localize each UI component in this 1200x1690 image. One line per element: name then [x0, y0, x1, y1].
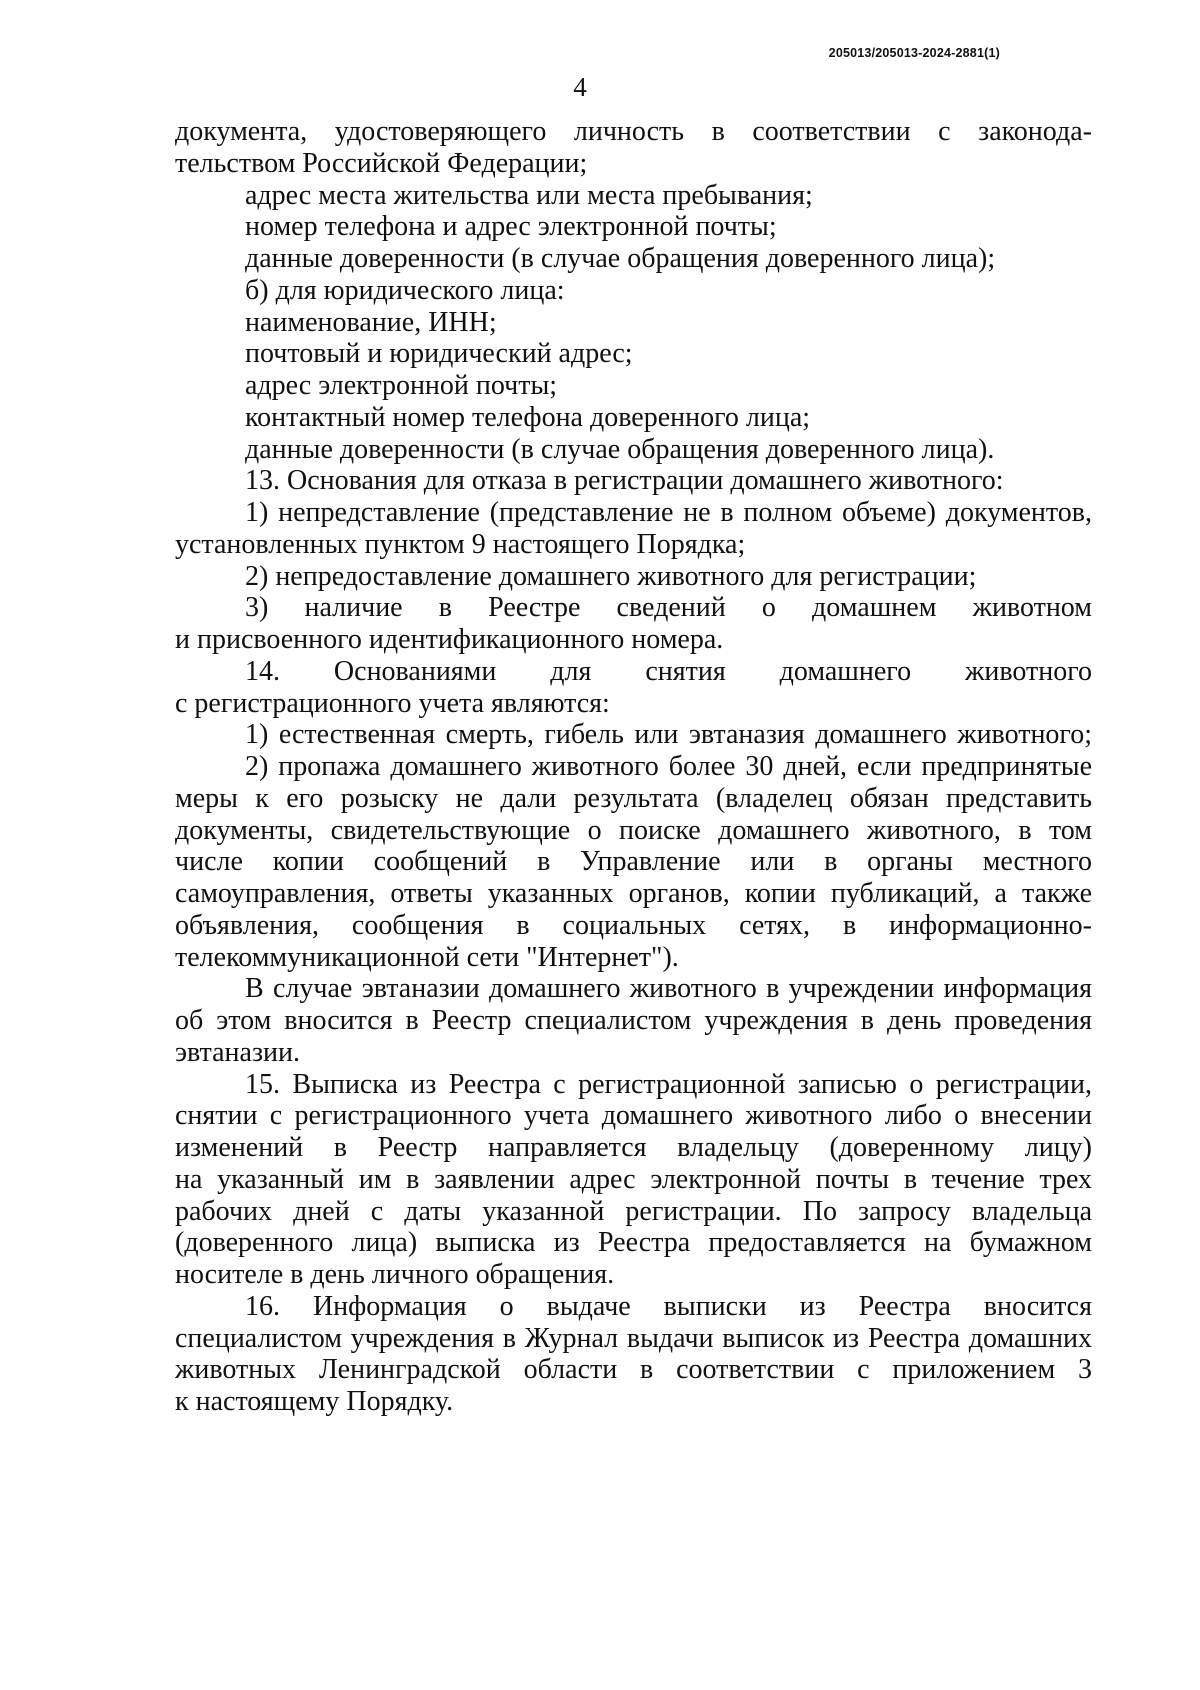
text-line: установленных пунктом 9 настоящего Порядка;	[175, 528, 746, 560]
text-line: и присвоенного идентификационного номера.	[175, 624, 724, 655]
text-line: рабочих дней с даты указанной регистрации. По запросу владельца	[175, 1195, 1092, 1227]
text-line: 2) пропажа домашнего животного более 30 дней, если предпринятые	[245, 751, 1092, 782]
text-line: к настоящему Порядку.	[175, 1386, 454, 1417]
text-line: самоуправления, ответы указанных органов, копии публикаций, а также	[175, 878, 1092, 909]
text-line: снятии с регистрационного учета домашнего животного либо о внесении	[175, 1100, 1092, 1132]
page-number: 4	[573, 72, 587, 102]
text-line: специалистом учреждения в Журнал выдачи выписок из Реестра домашних	[175, 1322, 1092, 1354]
text-line: объявления, сообщения в социальных сетях, в информационно-	[175, 909, 1092, 941]
text-line: 14. Основаниями для снятия домашнего животного	[245, 655, 1092, 687]
text-line: данные доверенности (в случае обращения доверенного лица);	[245, 243, 996, 274]
text-line: В случае эвтаназии домашнего животного в учреждении информация	[245, 973, 1092, 1005]
text-line: 13. Основания для отказа в регистрации домашнего животного:	[245, 465, 1004, 497]
text-line: номер телефона и адрес электронной почты;	[245, 211, 777, 243]
document-body	[175, 116, 1092, 1418]
text-line: тельством Российской Федерации;	[175, 147, 588, 179]
text-line: числе копии сообщений в Управление или в органы местного	[175, 846, 1092, 878]
text-line: 2) непредоставление домашнего животного для регистрации;	[245, 560, 977, 592]
document-registration-number: 205013/205013-2024-2881(1)	[828, 46, 1000, 60]
text-line: (доверенного лица) выписка из Реестра предоставляется на бумажном	[175, 1227, 1092, 1259]
text-line: эвтаназии.	[175, 1036, 300, 1068]
text-line: 16. Информация о выдаче выписки из Реестра вносится	[245, 1290, 1092, 1322]
text-line: наименование, ИНН;	[245, 306, 497, 338]
text-line: данные доверенности (в случае обращения доверенного лица).	[245, 433, 995, 465]
text-line: документа, удостоверяющего личность в соответствии с законода-	[175, 116, 1092, 147]
text-line: меры к его розыску не дали результата (владелец обязан представить	[175, 782, 1092, 814]
text-line: 1) непредставление (представление не в полном объеме) документов,	[245, 497, 1092, 528]
text-line: адрес электронной почты;	[245, 370, 558, 401]
text-line: контактный номер телефона доверенного лица;	[245, 401, 811, 433]
text-line: телекоммуникационной сети "Интернет").	[175, 941, 679, 973]
text-line: документы, свидетельствующие о поиске домашнего животного, в том	[175, 814, 1092, 846]
text-line: адрес места жительства или места пребывания;	[245, 179, 813, 211]
text-line: с регистрационного учета являются:	[175, 687, 610, 719]
text-line: животных Ленинградской области в соответствии с приложением 3	[175, 1354, 1092, 1386]
text-line: изменений в Реестр направляется владельцу (доверенному лицу)	[175, 1132, 1092, 1163]
text-line: об этом вносится в Реестр специалистом учреждения в день проведения	[175, 1005, 1092, 1036]
text-line: носителе в день личного обращения.	[175, 1259, 615, 1290]
text-line: 15. Выписка из Реестра с регистрационной записью о регистрации,	[245, 1068, 1092, 1100]
text-line: на указанный им в заявлении адрес электронной почты в течение трех	[175, 1163, 1092, 1195]
text-line: почтовый и юридический адрес;	[245, 338, 633, 370]
text-line: б) для юридического лица:	[245, 274, 565, 306]
text-line: 3) наличие в Реестре сведений о домашнем животном	[245, 592, 1092, 624]
text-line: 1) естественная смерть, гибель или эвтаназия домашнего животного;	[245, 719, 1092, 751]
